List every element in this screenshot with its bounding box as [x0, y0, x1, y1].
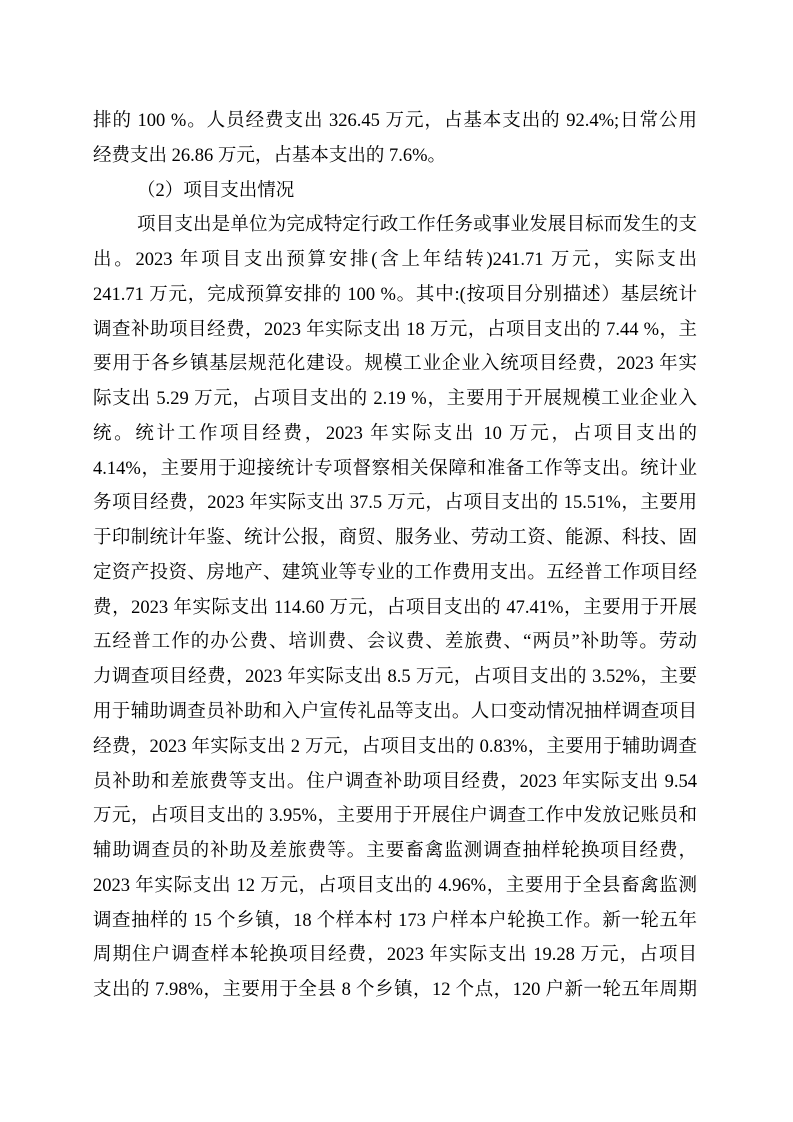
document-body	[93, 104, 697, 1008]
text-line: 费，2023 年实际支出 114.60 万元，占项目支出的 47.41%，主要用于开展	[93, 597, 697, 618]
text-line: 调查抽样的 15 个乡镇，18 个样本村 173 户样本户轮换工作。新一轮五年	[93, 910, 697, 931]
text-line: 力调查项目经费，2023 年实际支出 8.5 万元，占项目支出的 3.52%，主要	[93, 667, 697, 688]
section-heading: （2）项目支出情况	[137, 180, 295, 201]
text-line: 排的 100 %。人员经费支出 326.45 万元，占基本支出的 92.4%;日常公用	[93, 111, 697, 131]
text-line: 4.14%，主要用于迎接统计专项督察相关保障和准备工作等支出。统计业	[93, 458, 697, 479]
text-line: 241.71 万元，完成预算安排的 100 %。其中:(按项目分别描述）基层统计	[93, 284, 697, 305]
text-line: 际支出 5.29 万元，占项目支出的 2.19 %，主要用于开展规模工业企业入	[93, 389, 697, 410]
text-line: 2023 年实际支出 12 万元，占项目支出的 4.96%，主要用于全县畜禽监测	[93, 875, 697, 896]
text-line: 五经普工作的办公费、培训费、会议费、差旅费、“两员”补助等。劳动	[93, 632, 697, 653]
text-line: 辅助调查员的补助及差旅费等。主要畜禽监测调查抽样轮换项目经费，	[93, 841, 697, 862]
text-line: 经费，2023 年实际支出 2 万元，占项目支出的 0.83%，主要用于辅助调查	[93, 736, 697, 757]
text-line: 于印制统计年鉴、统计公报，商贸、服务业、劳动工资、能源、科技、固	[93, 528, 697, 549]
paragraph-first-line: 项目支出是单位为完成特定行政工作任务或事业发展目标而发生的支	[137, 215, 697, 236]
text-line: 出。2023 年项目支出预算安排(含上年结转)241.71 万元，实际支出	[93, 250, 697, 271]
text-line: 万元，占项目支出的 3.95%，主要用于开展住户调查工作中发放记账员和	[93, 806, 697, 827]
text-line: 经费支出 26.86 万元，占基本支出的 7.6%。	[93, 145, 447, 166]
text-line: 统。统计工作项目经费，2023 年实际支出 10 万元，占项目支出的	[93, 423, 697, 444]
text-line: 要用于各乡镇基层规范化建设。规模工业企业入统项目经费，2023 年实	[93, 354, 697, 375]
text-line: 用于辅助调查员补助和入户宣传礼品等支出。人口变动情况抽样调查项目	[93, 702, 697, 723]
text-line: 务项目经费，2023 年实际支出 37.5 万元，占项目支出的 15.51%，主要用	[93, 493, 697, 514]
text-line: 调查补助项目经费，2023 年实际支出 18 万元，占项目支出的 7.44 %，主	[93, 319, 697, 340]
text-line: 员补助和差旅费等支出。住户调查补助项目经费，2023 年实际支出 9.54	[93, 771, 697, 792]
text-line: 定资产投资、房地产、建筑业等专业的工作费用支出。五经普工作项目经	[93, 562, 697, 583]
text-line: 周期住户调查样本轮换项目经费，2023 年实际支出 19.28 万元，占项目	[93, 945, 697, 966]
text-line: 支出的 7.98%，主要用于全县 8 个乡镇，12 个点，120 户新一轮五年周期	[93, 980, 697, 1001]
